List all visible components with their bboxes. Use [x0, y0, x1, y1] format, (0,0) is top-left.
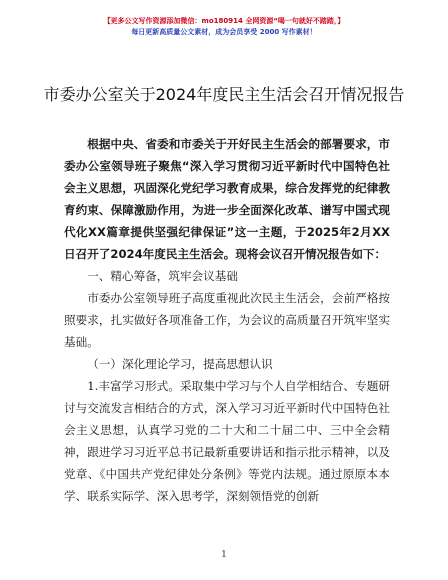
section-1-paragraph: 市委办公室领导班子高度重视此次民主生活会，会前严格按照要求，扎实做好各项准备工作，为会议的高质量召开筑牢坚实基础。: [64, 291, 390, 349]
page-number: 1: [221, 550, 227, 560]
promo-banner-line-1: 【更多公文写作资源添加微信：mo180914 全网资源“喝一句就好不踏踏，】: [103, 17, 345, 25]
section-heading-1: 一、精心筹备，筑牢会议基础: [87, 269, 238, 283]
promo-banner-line-2: 每日更新高质量公文素材，成为会员享受 2000 写作素材！: [131, 28, 317, 36]
document-body: [64, 133, 390, 507]
intro-paragraph: 根据中央、省委和市委关于开好民主生活会的部署要求，市委办公室领导班子聚焦“深入学习贯彻习近平新时代中国特色社会主义思想，巩固深化党纪学习教育成果，综合发挥党的纪律教育约束、保障激励作用，为进一步全面深化改革、谱写中国式现代化XX篇章提供坚强纪律保证”这一主题，于2025年2月XX日召开了2024年度民主生活会。现将会议召开情况报告如下：: [64, 137, 390, 261]
document-title: 市委办公室关于2024年度民主生活会召开情况报告: [43, 85, 405, 104]
promo-banner: [0, 16, 448, 38]
subsection-1-paragraph: 1.丰富学习形式。采取集中学习与个人自学相结合、专题研讨与交流发言相结合的方式，深入学习习近平新时代中国特色社会主义思想，认真学习党的二十大和二十届二中、三中全会精神，跟进学习习近平总书记最新重要讲话和指示批示精神，以及党章、《中国共产党纪律处分条例》等党内法规。通过原原本本学、联系实际学、深入思考学，深刻领悟党的创新: [64, 379, 390, 503]
subsection-heading-1: （一）深化理论学习，提高思想认识: [87, 357, 273, 371]
